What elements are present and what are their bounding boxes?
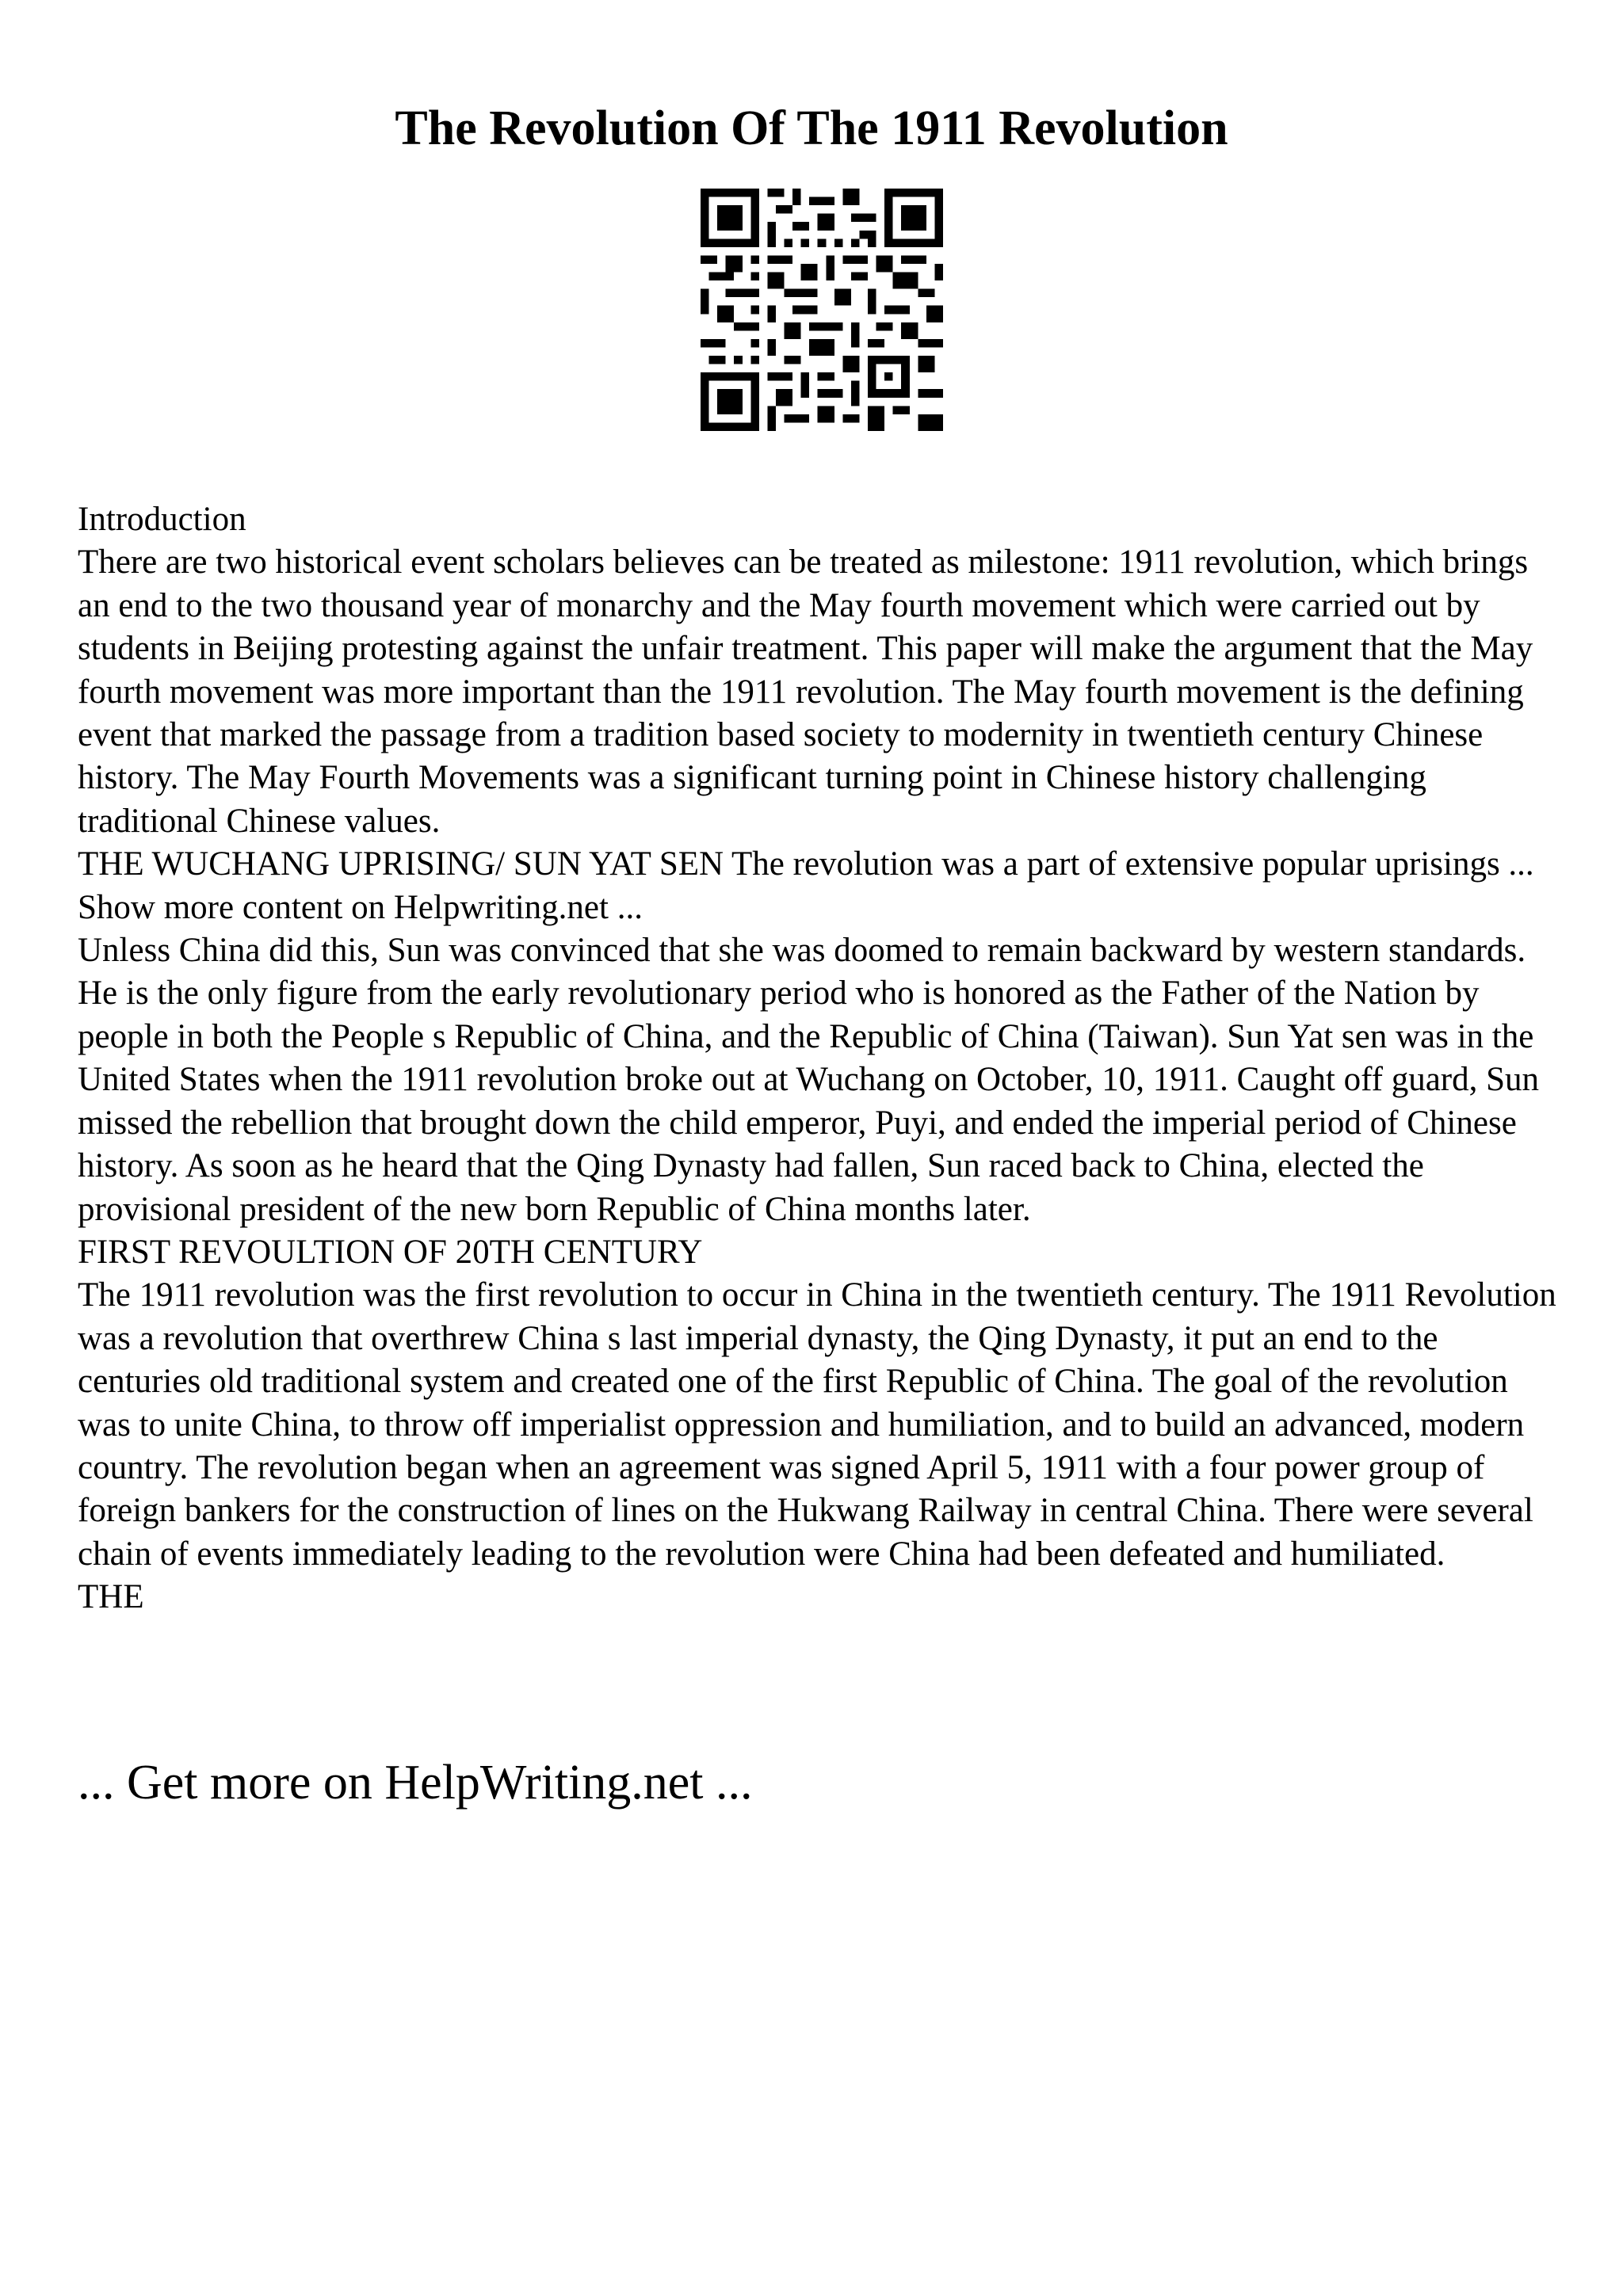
paragraph-first-revolution: The 1911 revolution was the first revolution to occur in China in the twentieth century. The 1911 Revolution was a revolution that overthrew China s last imperial dynasty, the Qing Dynasty, it put an end to the centuries old traditional system and created one of the first Republic of China. The goal of the revolution was to unite China, to throw off imperialist oppression and humiliation, and to build an advanced, modern country. The revolution began when an agreement was signed April 5, 1911 with a four power group of foreign bankers for the construction of lines on the Hukwang Railway in central China. There were several chain of events immediately leading to the revolution were China had been defeated and humiliated. bbox=[78, 1276, 1556, 1573]
paragraph-truncated: THE bbox=[78, 1578, 144, 1616]
qr-code-icon bbox=[701, 189, 943, 431]
section-heading-introduction: Introduction bbox=[78, 501, 246, 538]
document-body bbox=[78, 498, 1568, 1619]
paragraph-introduction: There are two historical event scholars believes can be treated as milestone: 1911 revolution, which brings an end to the two thousand year of monarchy and the May fourth movement which were carried out by students in Beijing protesting against the unfair treatment. This paper will make the argument that the May fourth movement was more important than the 1911 revolution. The May fourth movement is the defining event that marked the passage from a tradition based society to modernity in twentieth century Chinese history. The May Fourth Movements was a significant turning point in Chinese history challenging traditional Chinese values. bbox=[78, 543, 1533, 840]
document-title: The Revolution Of The 1911 Revolution bbox=[395, 101, 1228, 155]
paragraph-sun-yat-sen: Unless China did this, Sun was convinced that she was doomed to remain backward by western standards. He is the only figure from the early revolutionary period who is honored as the Father of the Nation by people in both the People s Republic of China, and the Republic of China (Taiwan). Sun Yat sen was in the United States when the 1911 revolution broke out at Wuchang on October, 10, 1911. Caught off guard, Sun missed the rebellion that brought down the child emperor, Puyi, and ended the imperial period of Chinese history. As soon as he heard that the Qing Dynasty had fallen, Sun raced back to China, elected the provisional president of the new born Republic of China months later. bbox=[78, 932, 1540, 1228]
section-heading-first-revolution: FIRST REVOULTION OF 20TH CENTURY bbox=[78, 1233, 703, 1271]
paragraph-wuchang-uprising: THE WUCHANG UPRISING/ SUN YAT SEN The revolution was a part of extensive popular uprisings ... Show more content on Helpwriting.net ... bbox=[78, 845, 1534, 926]
get-more-link[interactable]: ... Get more on HelpWriting.net ... bbox=[78, 1756, 753, 1810]
